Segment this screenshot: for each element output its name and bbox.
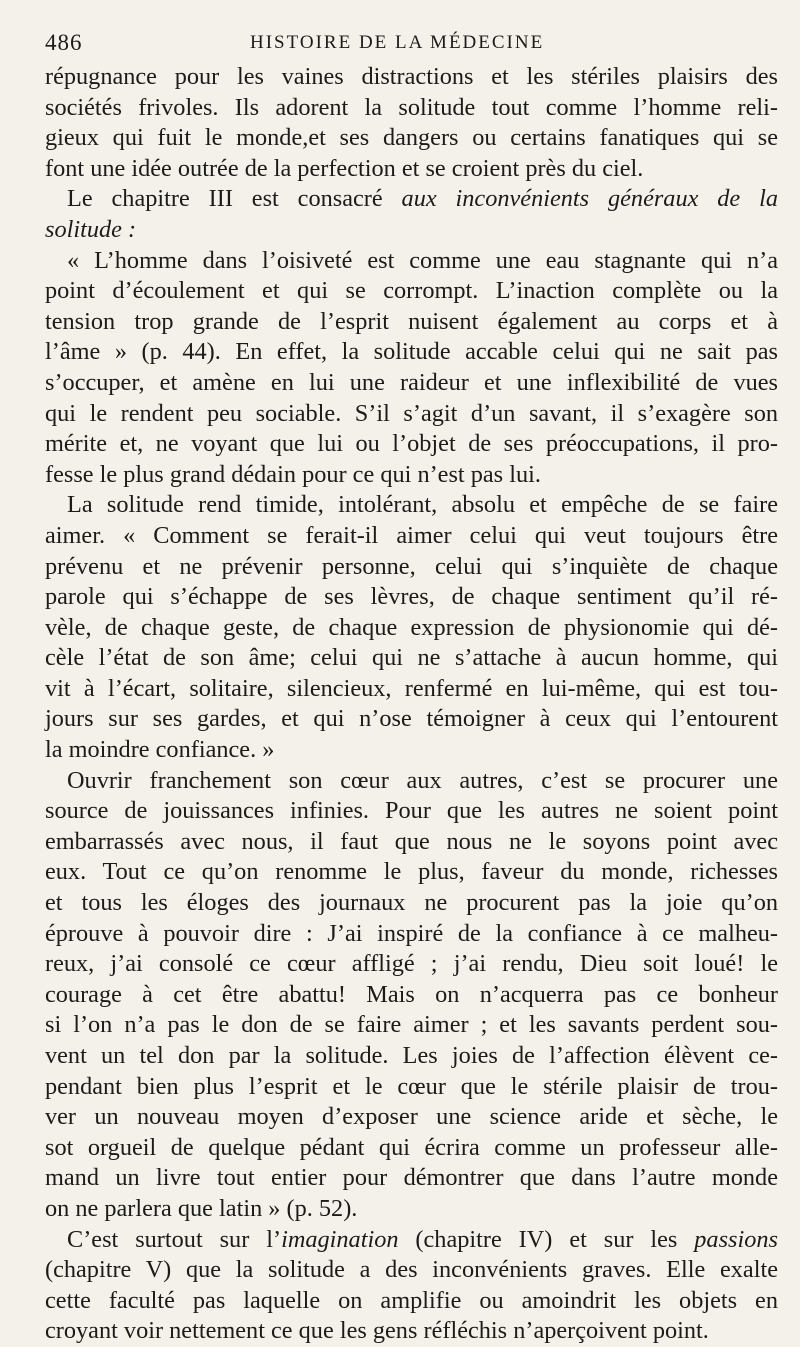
text-line: Ouvrir franchement son cœur aux autres, c’est se procurer une bbox=[67, 766, 778, 794]
text-line: vent un tel don par la solitude. Les joies de l’affection élèvent ce- bbox=[45, 1042, 778, 1069]
text-line: Le chapitre III est consacré aux inconvénients généraux de la bbox=[67, 185, 778, 213]
text-line: solitude : bbox=[45, 215, 137, 243]
running-title: HISTOIRE DE LA MÉDECINE bbox=[250, 32, 545, 53]
running-head bbox=[45, 30, 778, 62]
text-line: « L’homme dans l’oisiveté est comme une eau stagnante qui n’a bbox=[67, 246, 778, 274]
paragraph bbox=[45, 62, 778, 184]
text-line: fesse le plus grand dédain pour ce qui n’est pas lui. bbox=[45, 460, 541, 488]
text-line: parole qui s’échappe de ses lèvres, de chaque sentiment qu’il ré- bbox=[45, 583, 778, 611]
text-line: embarrassés avec nous, il faut que nous ne le soyons point avec bbox=[45, 827, 778, 855]
text-line: pendant bien plus l’esprit et le cœur que le stérile plaisir de trou- bbox=[45, 1072, 778, 1100]
page-number: 486 bbox=[45, 30, 83, 55]
text-line: courage à cet être abattu! Mais on n’acquerra pas ce bonheur bbox=[45, 980, 778, 1008]
text-line: s’occuper, et amène en lui une raideur et une inflexibilité de vues bbox=[45, 368, 778, 396]
paragraph bbox=[45, 184, 778, 245]
text-line: si l’on n’a pas le don de se faire aimer ; et les savants perdent sou- bbox=[45, 1011, 778, 1039]
paragraph bbox=[45, 246, 778, 491]
text-line: vit à l’écart, solitaire, silencieux, renfermé en lui-même, qui est tou- bbox=[45, 674, 778, 702]
text-line: sot orgueil de quelque pédant qui écrira comme un professeur alle- bbox=[45, 1133, 778, 1161]
text-line: eux. Tout ce qu’on renomme le plus, faveur du monde, richesses bbox=[45, 858, 778, 886]
text-line: source de jouissances infinies. Pour que les autres ne soient point bbox=[45, 797, 778, 825]
text-line: et tous les éloges des journaux ne procurent pas la joie qu’on bbox=[45, 889, 778, 917]
text-line: répugnance pour les vaines distractions et les stériles plaisirs des bbox=[45, 63, 778, 90]
text-line: La solitude rend timide, intolérant, absolu et empêche de se faire bbox=[67, 491, 778, 519]
text-line: vèle, de chaque geste, de chaque expression de physionomie qui dé- bbox=[45, 613, 778, 641]
text-line: croyant voir nettement ce que les gens réfléchis n’aperçoivent point. bbox=[45, 1317, 709, 1345]
text-line: cette faculté pas laquelle on amplifie ou amoindrit les objets en bbox=[45, 1286, 778, 1314]
text-line: point d’écoulement et qui se corrompt. L’inaction complète ou la bbox=[45, 277, 778, 305]
text-line: cèle l’état de son âme; celui qui ne s’attache à aucun homme, qui bbox=[45, 644, 778, 672]
text-line: prévenu et ne prévenir personne, celui qui s’inquiète de chaque bbox=[45, 552, 778, 580]
text-line: éprouve à pouvoir dire : J’ai inspiré de la confiance à ce malheu- bbox=[45, 919, 778, 947]
text-line: jours sur ses gardes, et qui n’ose témoigner à ceux qui l’entourent bbox=[45, 705, 778, 733]
text-line: aimer. « Comment se ferait-il aimer celui qui veut toujours être bbox=[45, 521, 778, 549]
paragraph bbox=[45, 1225, 778, 1347]
body-text bbox=[45, 62, 778, 1347]
text-line: ver un nouveau moyen d’exposer une science aride et sèche, le bbox=[45, 1103, 778, 1131]
text-line: qui le rendent peu sociable. S’il s’agit d’un savant, il s’exagère son bbox=[45, 399, 778, 427]
text-line: reux, j’ai consolé ce cœur affligé ; j’ai rendu, Dieu soit loué! le bbox=[45, 950, 778, 978]
text-line: l’âme » (p. 44). En effet, la solitude accable celui qui ne sait pas bbox=[45, 338, 778, 366]
text-line: (chapitre V) que la solitude a des inconvénients graves. Elle exalte bbox=[45, 1256, 778, 1284]
text-line: font une idée outrée de la perfection et se croient près du ciel. bbox=[45, 154, 644, 182]
text-line: la moindre confiance. » bbox=[45, 736, 275, 764]
text-line: C’est surtout sur l’imagination (chapitre IV) et sur les passions bbox=[67, 1225, 778, 1253]
text-line: mérite et, ne voyant que lui ou l’objet de ses préoccupations, il pro- bbox=[45, 430, 778, 458]
text-line: gieux qui fuit le monde,et ses dangers ou certains fanatiques qui se bbox=[45, 124, 778, 152]
text-line: tension trop grande de l’esprit nuisent également au corps et à bbox=[45, 307, 778, 335]
text-line: mand un livre tout entier pour démontrer que dans l’autre monde bbox=[45, 1164, 778, 1192]
text-line: on ne parlera que latin » (p. 52). bbox=[45, 1194, 358, 1222]
paragraph bbox=[45, 490, 778, 765]
paragraph bbox=[45, 766, 778, 1225]
text-line: sociétés frivoles. Ils adorent la solitude tout comme l’homme reli- bbox=[45, 93, 778, 121]
